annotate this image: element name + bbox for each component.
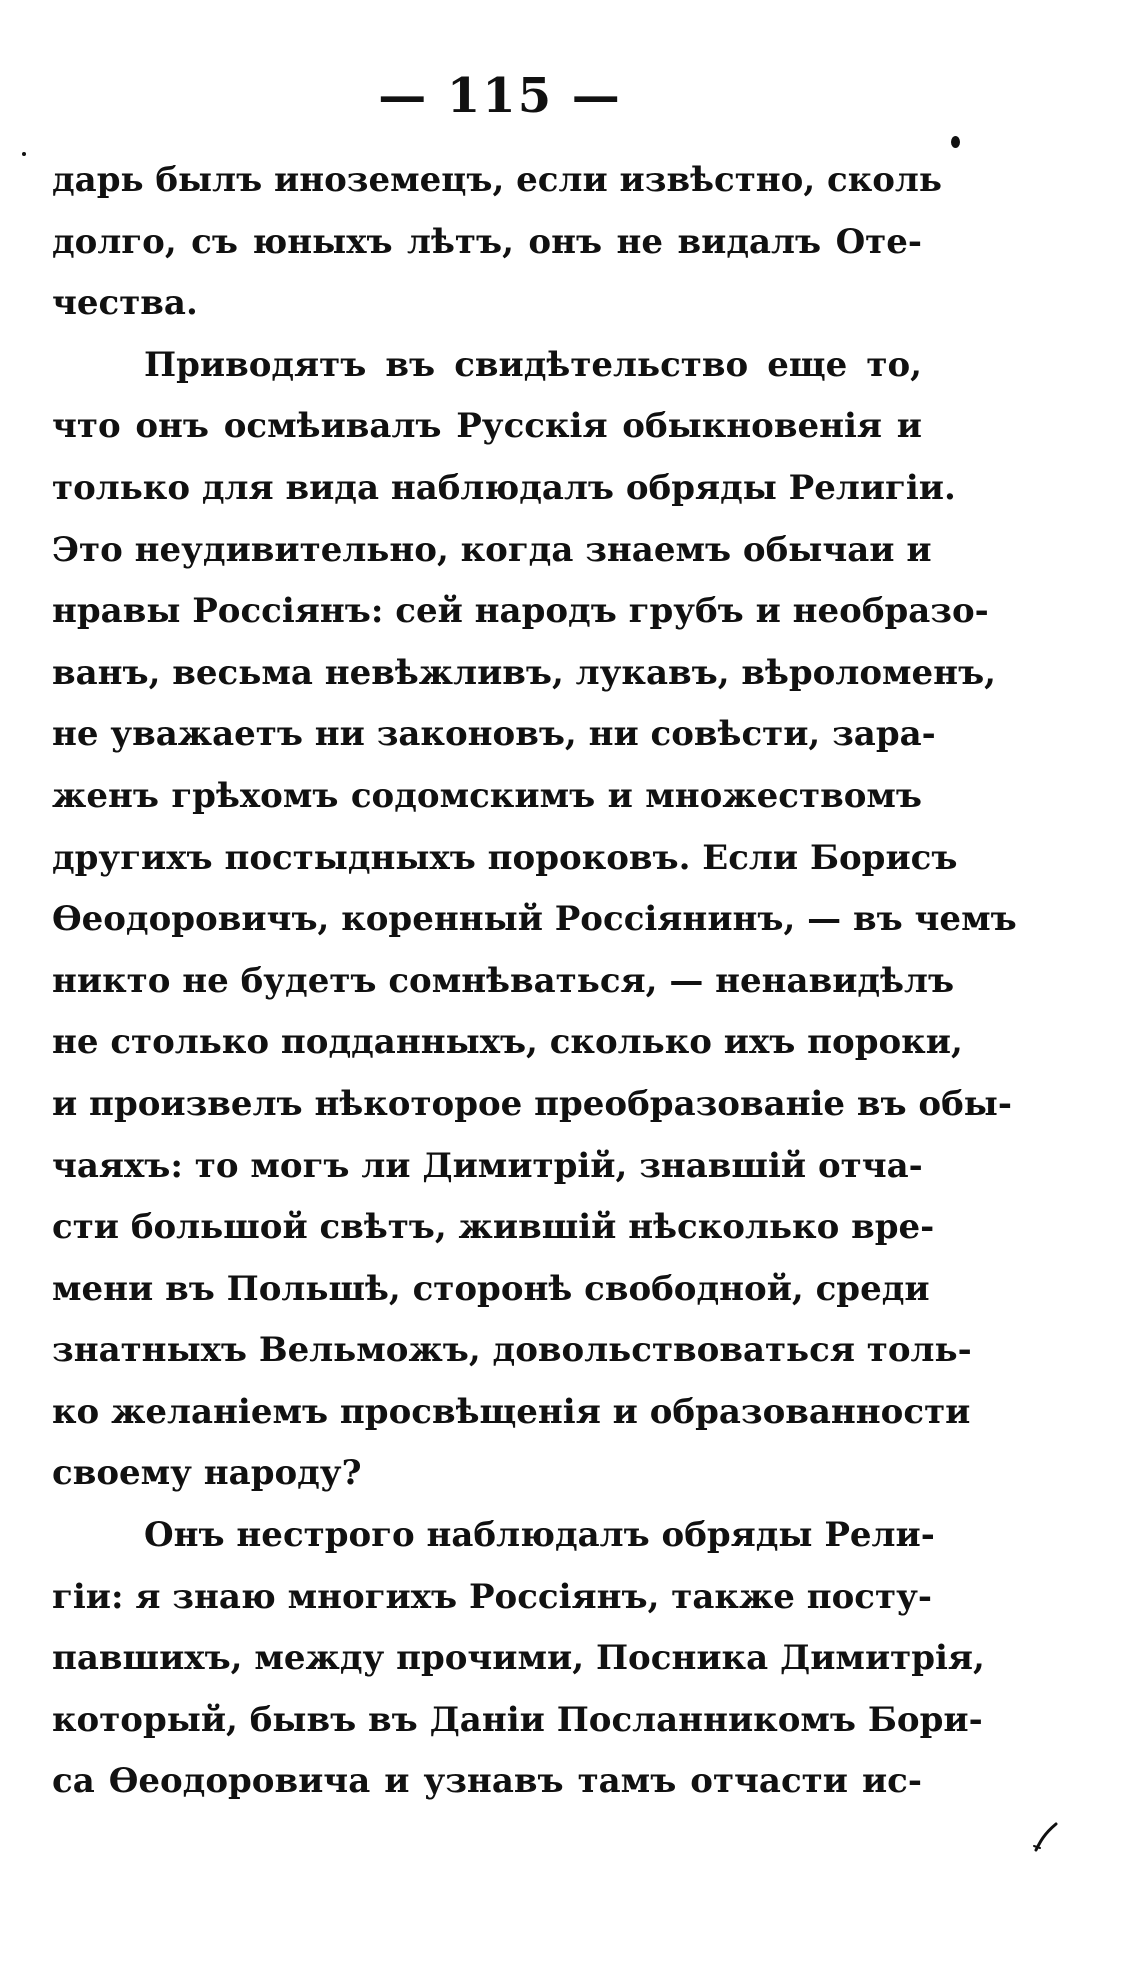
- text-line: гіи: я знаю многихъ Россіянъ, также посту-: [52, 1576, 932, 1617]
- text-line: что онъ осмѣивалъ Русскія обыкновенія и: [52, 406, 922, 447]
- text-line: павшихъ, между прочими, Посника Димитрія,: [52, 1638, 985, 1679]
- ink-speck: [951, 136, 960, 148]
- text-line: знатныхъ Вельможъ, довольствоваться толь-: [52, 1330, 972, 1371]
- text-line: чества.: [52, 283, 198, 324]
- text-line: женъ грѣхомъ содомскимъ и множествомъ: [52, 775, 922, 816]
- text-line: который, бывъ въ Даніи Посланникомъ Бори-: [52, 1699, 983, 1740]
- text-line: другихъ постыдныхъ пороковъ. Если Борисъ: [52, 837, 958, 878]
- ink-speck: [22, 152, 26, 156]
- text-line: нравы Россіянъ: сей народъ грубъ и необразо-: [52, 591, 989, 632]
- text-line: не уважаетъ ни законовъ, ни совѣсти, зара-: [52, 714, 936, 755]
- text-line: ко желаніемъ просвѣщенія и образованности: [52, 1391, 971, 1432]
- text-line: только для вида наблюдалъ обряды Религіи.: [52, 467, 956, 508]
- text-line: Ѳеодоровичъ, коренный Россіянинъ, — въ чемъ: [52, 899, 1017, 940]
- text-line: мени въ Польшѣ, сторонѣ свободной, среди: [52, 1268, 930, 1309]
- text-line: ванъ, весьма невѣжливъ, лукавъ, вѣроломенъ,: [52, 652, 996, 693]
- text-line: своему народу?: [52, 1453, 362, 1494]
- text-line: долго, съ юныхъ лѣтъ, онъ не видалъ Оте-: [52, 221, 922, 262]
- text-line: дарь былъ иноземецъ, если извѣстно, сколь: [52, 160, 942, 200]
- text-line: чаяхъ: то могъ ли Димитрій, знавшій отча-: [52, 1145, 923, 1186]
- page-number: — 115 —: [378, 68, 622, 124]
- paragraph-start-line: Онъ нестрого наблюдалъ обряды Рели-: [144, 1515, 935, 1556]
- text-line: са Ѳеодоровича и узнавъ тамъ отчасти ис-: [52, 1761, 922, 1802]
- text-line: никто не будетъ сомнѣваться, — ненавидѣлъ: [52, 960, 955, 1001]
- text-line: не столько подданныхъ, сколько ихъ пороки,: [52, 1022, 963, 1063]
- text-line: Это неудивительно, когда знаемъ обычаи и: [52, 529, 932, 570]
- body-text: [52, 150, 1017, 1813]
- text-line: сти большой свѣтъ, жившій нѣсколько вре-: [52, 1207, 935, 1248]
- pencil-mark: [1030, 1820, 1060, 1854]
- text-line: и произвелъ нѣкоторое преобразованіе въ обы-: [52, 1083, 1012, 1124]
- paragraph-start-line: Приводятъ въ свидѣтельство еще то,: [144, 344, 922, 385]
